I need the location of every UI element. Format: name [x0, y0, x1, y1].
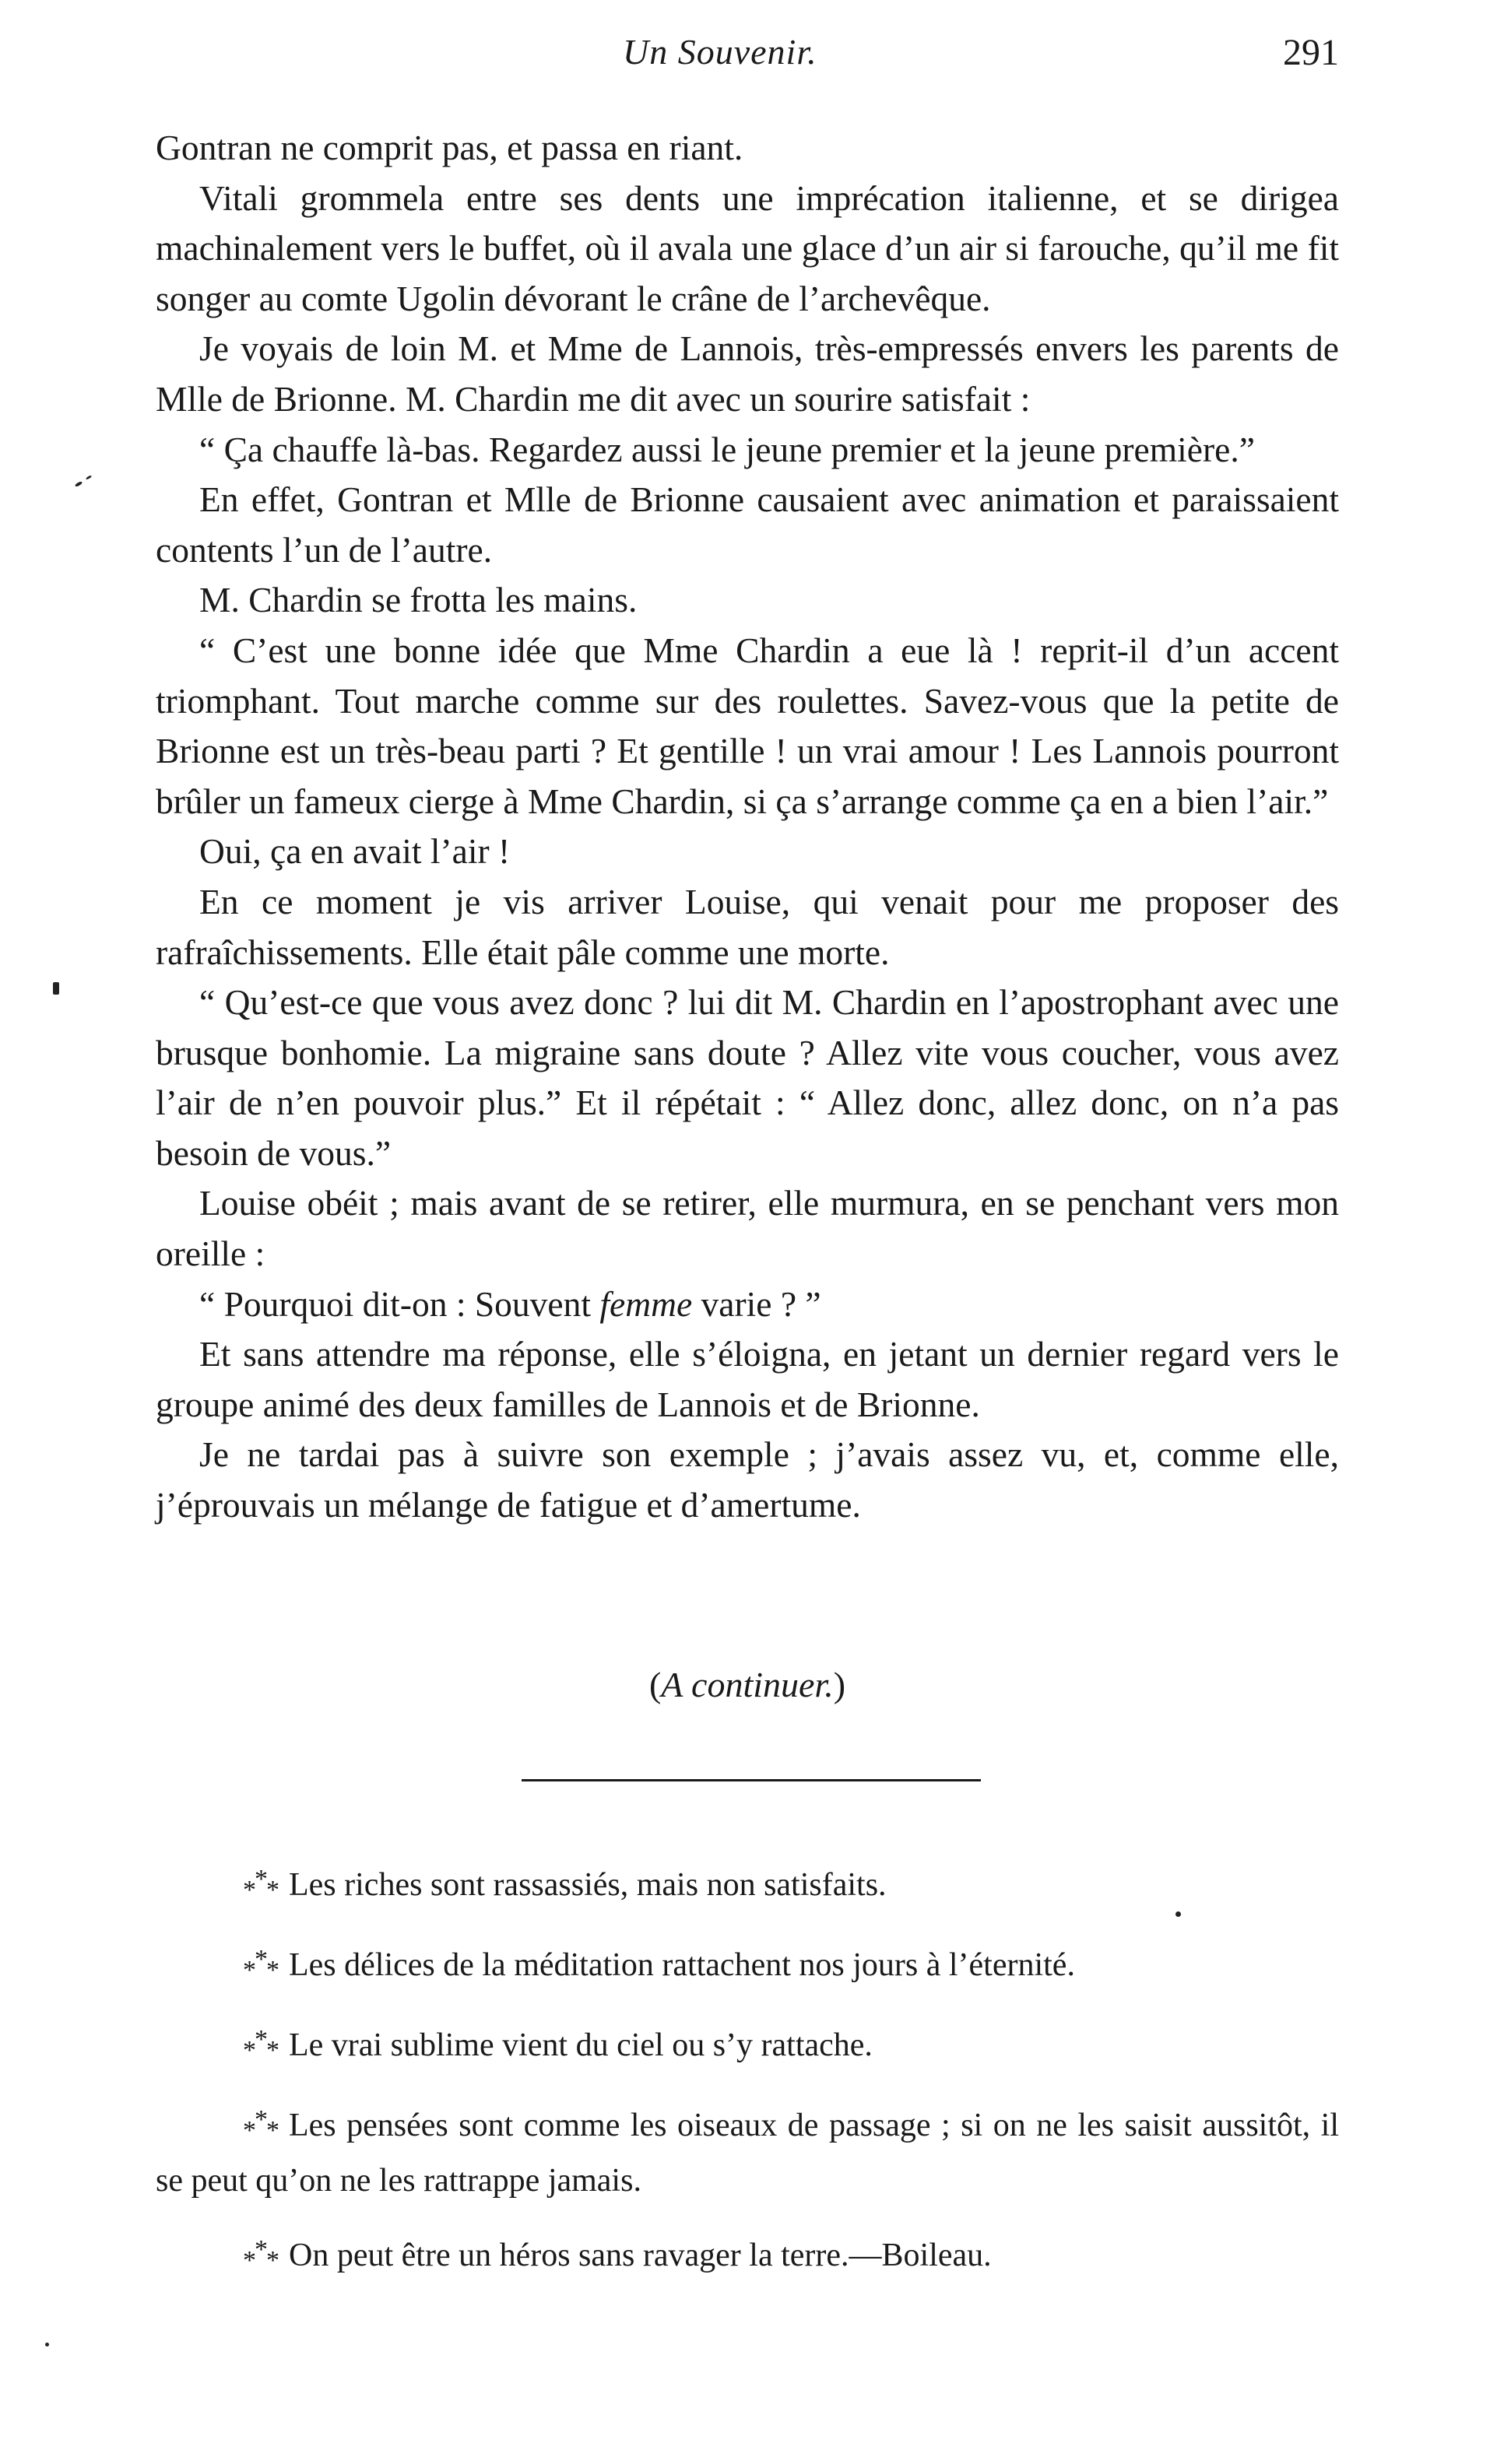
- maxim: [156, 2020, 1339, 2076]
- paragraph: “ Qu’est-ce que vous avez donc ? lui dit M. Chardin en l’apostrophant avec une brusque bonhomie. La migraine sans doute ? Allez vite vous coucher, vous avez l’air de n’en pouvoir plus.” Et il répétait : “ Allez donc, allez donc, on n’a pas besoin de vous.”: [156, 982, 1339, 1173]
- paragraph: En ce moment je vis arriver Louise, qui venait pour me proposer des rafraîchissements. Elle était pâle comme une morte.: [156, 881, 1339, 972]
- paragraph: Oui, ça en avait l’air !: [199, 831, 511, 872]
- maxim: [156, 2101, 1339, 2206]
- asterism-icon: ***: [243, 2105, 278, 2145]
- continuation-open: (: [648, 1665, 662, 1704]
- paragraph: “ C’est une bonne idée que Mme Chardin a eue là ! reprit-il d’un accent triomphant. Tout marche comme sur des roulettes. Savez-vous que la petite de Brionne est un très-beau parti ? Et gentille ! un vrai amour ! Les Lannois pourront brûler un fameux cierge à Mme Chardin, si ça s’arrange comme ça en a bien l’air.”: [156, 630, 1339, 821]
- asterism-icon: ***: [243, 2235, 278, 2275]
- maxim-text: Les délices de la méditation rattachent nos jours à l’éternité.: [289, 1947, 1075, 1983]
- maxim: [156, 1860, 1339, 1915]
- maxim-text: On peut être un héros sans ravager la terre.—Boileau.: [289, 2238, 992, 2273]
- paragraph: Vitali grommela entre ses dents une imprécation italienne, et se dirigea machinalement vers le buffet, où il avala une glace d’un air si farouche, qu’il me fit songer au comte Ugolin dévorant le crâne de l’archevêque.: [156, 177, 1339, 318]
- maxim: [156, 2231, 1339, 2286]
- maxims-list: [156, 1860, 1339, 2311]
- paragraph: Je ne tardai pas à suivre son exemple ; j’avais assez vu, et, comme elle, j’éprouvais un mélange de fatigue et d’amertume.: [156, 1434, 1339, 1525]
- paragraph: Je voyais de loin M. et Mme de Lannois, très-empressés envers les parents de Mlle de Brionne. M. Chardin me dit avec un sourire satisfait :: [156, 328, 1339, 419]
- continuation-italic: A continuer.: [661, 1665, 834, 1704]
- running-title: Un Souvenir.: [623, 32, 817, 72]
- continuation-close: ): [833, 1665, 846, 1704]
- asterism-icon: ***: [243, 1865, 278, 1904]
- asterism-icon: ***: [243, 2025, 278, 2065]
- quote-italic: femme: [599, 1283, 693, 1324]
- ink-speck: [45, 2343, 49, 2346]
- quote-before: “ Pourquoi dit-on : Souvent: [199, 1283, 600, 1324]
- asterism-icon: ***: [243, 1945, 278, 1985]
- continuation-note: [156, 1664, 1339, 1705]
- section-divider: [522, 1779, 981, 1781]
- page-number: 291: [1283, 32, 1339, 73]
- ink-speck: [75, 481, 83, 487]
- paragraph: Gontran ne comprit pas, et passa en riant.: [156, 128, 743, 167]
- maxim-text: Les pensées sont comme les oiseaux de passage ; si on ne les saisit aussitôt, il se peut qu’on ne les rattrappe jamais.: [156, 2108, 1339, 2199]
- paragraph: En effet, Gontran et Mlle de Brionne causaient avec animation et paraissaient contents l’un de l’autre.: [156, 479, 1339, 570]
- paragraph: Et sans attendre ma réponse, elle s’éloigna, en jetant un dernier regard vers le groupe animé des deux familles de Lannois et de Brionne.: [156, 1334, 1339, 1424]
- maxim-text: Les riches sont rassassiés, mais non satisfaits.: [289, 1867, 887, 1903]
- ink-speck: [86, 475, 92, 480]
- quote-after: varie ? ”: [692, 1283, 821, 1324]
- body-text: [156, 123, 1339, 1531]
- maxim: [156, 1940, 1339, 1995]
- paragraph: “ Ça chauffe là-bas. Regardez aussi le jeune premier et la jeune première.”: [199, 429, 1255, 469]
- ink-speck: [1175, 1911, 1181, 1917]
- paragraph: M. Chardin se frotta les mains.: [199, 580, 638, 620]
- paragraph: Louise obéit ; mais avant de se retirer, elle murmura, en se penchant vers mon oreille :: [156, 1183, 1339, 1274]
- running-head: [156, 31, 1339, 93]
- ink-speck: [53, 982, 59, 995]
- quote-paragraph: [156, 1279, 1339, 1330]
- maxim-text: Le vrai sublime vient du ciel ou s’y rattache.: [289, 2027, 873, 2063]
- book-page: [156, 0, 1339, 2464]
